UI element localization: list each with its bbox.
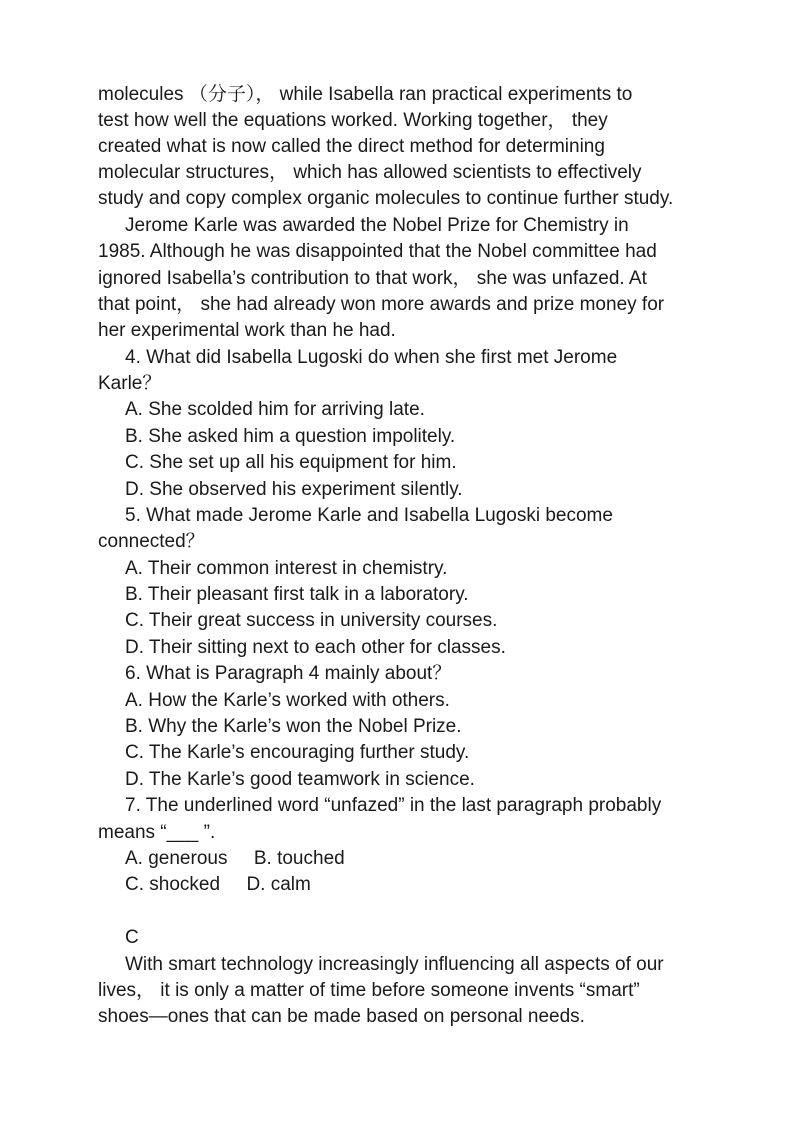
text-line: test how well the equations worked. Working together， they [98,110,608,131]
text-line: study and copy complex organic molecules to continue further study. [98,188,674,209]
question-4-stem: Karle？ [98,373,162,394]
question-4-stem: 4. What did Isabella Lugoski do when she first met Jerome [125,347,618,368]
text-line: 1985. Although he was disappointed that the Nobel committee had [98,241,657,262]
text-line: Jerome Karle was awarded the Nobel Prize for Chemistry in [125,215,629,236]
text-line: created what is now called the direct method for determining [98,136,605,157]
question-5-stem: 5. What made Jerome Karle and Isabella Lugoski become [125,505,613,526]
question-7-options-cd: C. shocked D. calm [125,874,311,895]
text-line: molecules （分子）， while Isabella ran practical experiments to [98,84,633,105]
text-line: her experimental work than he had. [98,320,396,341]
question-5-stem: connected？ [98,531,205,552]
question-5-option-d: D. Their sitting next to each other for classes. [125,637,506,658]
question-5-option-b: B. Their pleasant first talk in a laboratory. [125,584,469,605]
section-heading: C [125,927,139,948]
text-line: With smart technology increasingly influencing all aspects of our [125,954,664,975]
question-6-option-a: A. How the Karle’s worked with others. [125,690,450,711]
question-6-stem: 6. What is Paragraph 4 mainly about？ [125,663,452,684]
question-7-stem: means “___ ”. [98,822,216,843]
text-line: that point， she had already won more awards and prize money for [98,294,665,315]
question-6-option-d: D. The Karle’s good teamwork in science. [125,769,475,790]
text-line: shoes—ones that can be made based on personal needs. [98,1006,585,1027]
text-line: ignored Isabella’s contribution to that work， she was unfazed. At [98,268,647,289]
question-4-option-c: C. She set up all his equipment for him. [125,452,457,473]
question-5-option-a: A. Their common interest in chemistry. [125,558,448,579]
question-6-option-c: C. The Karle’s encouraging further study. [125,742,470,763]
question-4-option-a: A. She scolded him for arriving late. [125,399,425,420]
text-line: lives， it is only a matter of time before someone invents “smart” [98,980,640,1001]
question-7-stem: 7. The underlined word “unfazed” in the last paragraph probably [125,795,662,816]
question-4-option-d: D. She observed his experiment silently. [125,479,463,500]
question-4-option-b: B. She asked him a question impolitely. [125,426,456,447]
question-5-option-c: C. Their great success in university courses. [125,610,498,631]
question-6-option-b: B. Why the Karle’s won the Nobel Prize. [125,716,462,737]
text-line: molecular structures， which has allowed scientists to effectively [98,162,642,183]
question-7-options-ab: A. generous B. touched [125,848,345,869]
